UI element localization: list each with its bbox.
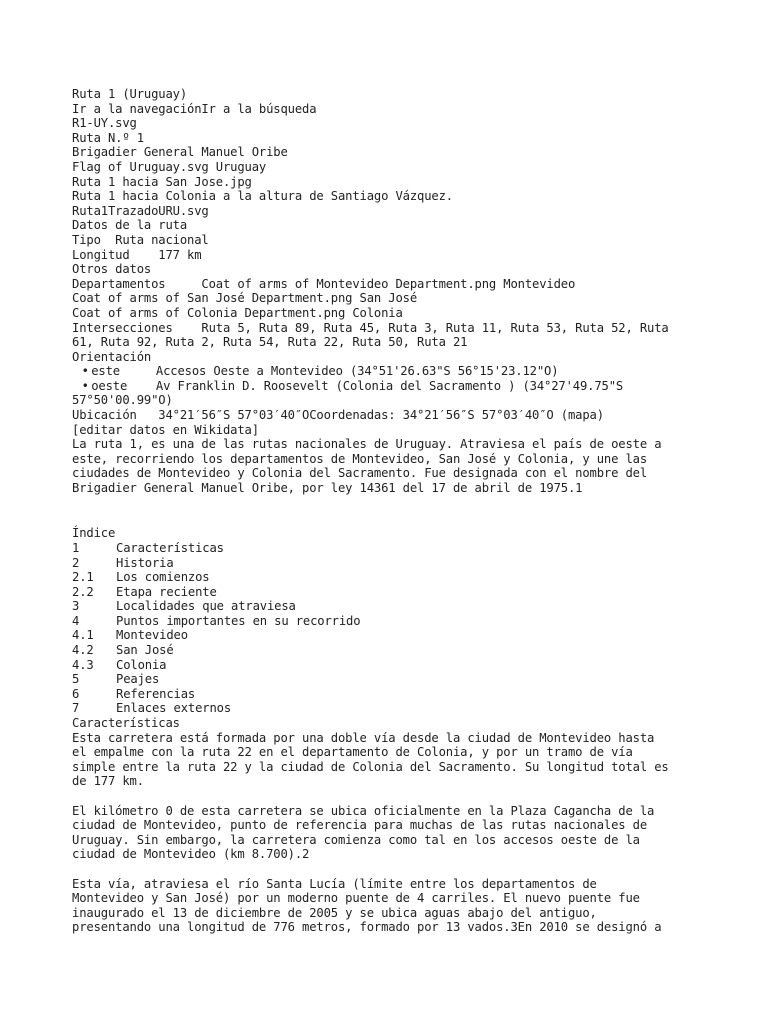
intro-line: este, recorriendo los departamentos de Montevideo, San José y Colonia, y une las: [72, 451, 647, 466]
department-san-jose[interactable]: Coat of arms of San José Department.png San José: [72, 291, 417, 306]
intro-line: Brigadier General Manuel Oribe, por ley 14361 del 17 de abril de 1975.1: [72, 481, 583, 496]
paragraph-line: Esta carretera está formada por una doble vía desde la ciudad de Montevideo hasta: [72, 730, 655, 745]
paragraph-line: Montevideo y San José) por un moderno puente de 4 carriles. El nuevo puente fue: [72, 891, 640, 906]
toc-label[interactable]: Los comienzos: [116, 570, 210, 585]
intersecciones-list[interactable]: Ruta 5, Ruta 89, Ruta 45, Ruta 3, Ruta 11, Ruta 53, Ruta 52, Ruta: [201, 320, 669, 335]
toc-label[interactable]: Referencias: [116, 686, 196, 701]
skip-to-navigation-link[interactable]: Ir a la navegación: [72, 101, 202, 116]
article-text: [72, 87, 702, 935]
intro-paragraph: [72, 437, 702, 495]
toc-number: 6: [72, 686, 80, 701]
toc-label[interactable]: Puntos importantes en su recorrido: [116, 613, 361, 628]
toc-number: 2: [72, 555, 80, 570]
intersecciones-list-continued[interactable]: 61, Ruta 92, Ruta 2, Ruta 54, Ruta 22, Ruta 50, Ruta 21: [72, 335, 468, 350]
paragraph-line: Uruguay. Sin embargo, la carretera comienza como tal en los accesos oeste de la: [72, 832, 640, 847]
paragraph-line: ciudad de Montevideo, punto de referencia para muchas de las rutas nacionales de: [72, 818, 647, 833]
toc-item-localidades[interactable]: [72, 599, 702, 614]
paragraph-line: ciudad de Montevideo (km 8.700).2: [72, 847, 310, 862]
toc-item-peajes[interactable]: [72, 672, 702, 687]
oeste-value-continued[interactable]: 57°50'00.99"O): [72, 393, 173, 408]
infobox-intersecciones-row: [72, 321, 702, 336]
toc-item-san-jose[interactable]: [72, 643, 702, 658]
bullet-icon: •: [81, 364, 89, 379]
toc-title: Índice: [72, 526, 116, 541]
paragraph-line: Esta vía, atraviesa el río Santa Lucía (límite entre los departamentos de: [72, 876, 597, 891]
ubicacion-label: Ubicación: [72, 408, 137, 423]
toc-item-etapa-reciente[interactable]: [72, 585, 702, 600]
department-colonia[interactable]: Coat of arms of Colonia Department.png Colonia: [72, 305, 403, 320]
toc-label[interactable]: Enlaces externos: [116, 701, 231, 716]
department-montevideo[interactable]: Coat of arms of Montevideo Department.png Montevideo: [201, 276, 576, 291]
longitud-label: Longitud: [72, 247, 130, 262]
toc-item-enlaces-externos[interactable]: [72, 701, 702, 716]
toc-number: 2.2: [72, 584, 94, 599]
intersecciones-label: Intersecciones: [72, 320, 173, 335]
toc-number: 3: [72, 599, 80, 614]
toc-number: 1: [72, 540, 80, 555]
paragraph-caracteristicas-1: [72, 731, 702, 789]
paragraph-line: presentando una longitud de 776 metros, formado por 13 vados.3En 2010 se designó a: [72, 920, 662, 935]
ubicacion-coordinates[interactable]: 34°21′56″S 57°03′40″OCoordenadas: 34°21′56″S 57°03′40″O (mapa): [158, 408, 604, 423]
infobox-country-flag[interactable]: Flag of Uruguay.svg Uruguay: [72, 159, 267, 174]
toc-number: 7: [72, 701, 80, 716]
este-value[interactable]: Accesos Oeste a Montevideo (34°51'26.63"S 56°15'23.12"O): [155, 364, 559, 379]
toc-label[interactable]: Peajes: [116, 672, 160, 687]
toc-number: 4.1: [72, 628, 94, 643]
intro-line: La ruta 1, es una de las rutas nacionales de Uruguay. Atraviesa el país de oeste a: [72, 437, 662, 452]
infobox-departamentos-row: [72, 277, 702, 292]
page-title: Ruta 1 (Uruguay): [72, 87, 187, 101]
toc-item-montevideo[interactable]: [72, 628, 702, 643]
skip-to-search-link[interactable]: Ir a la búsqueda: [201, 101, 317, 116]
toc-item-caracteristicas[interactable]: [72, 541, 702, 556]
toc-label[interactable]: Características: [116, 540, 224, 555]
infobox-image-route-shield[interactable]: R1-UY.svg: [72, 116, 137, 131]
table-of-contents: [72, 526, 702, 716]
tipo-label: Tipo: [72, 232, 101, 247]
longitud-value: 177 km: [158, 247, 202, 262]
spacer: [72, 496, 702, 525]
toc-item-colonia[interactable]: [72, 658, 702, 673]
paragraph-line: el empalme con la ruta 22 en el departamento de Colonia, y por un tramo de vía: [72, 745, 633, 760]
infobox-route-data-header: Datos de la ruta: [72, 218, 187, 233]
spacer: [72, 862, 702, 877]
toc-label[interactable]: San José: [116, 643, 174, 658]
orientacion-este-row: [72, 364, 702, 379]
section-heading-caracteristicas: Características: [72, 716, 180, 731]
paragraph-line: inaugurado el 13 de diciembre de 2005 y se ubica aguas abajo del antiguo,: [72, 905, 597, 920]
toc-label[interactable]: Montevideo: [116, 628, 188, 643]
departamentos-label: Departamentos: [72, 276, 166, 291]
skip-links: [72, 102, 702, 117]
oeste-label: oeste: [91, 378, 128, 393]
paragraph-line: El kilómetro 0 de esta carretera se ubica oficialmente en la Plaza Cagancha de la: [72, 803, 655, 818]
toc-item-puntos-importantes[interactable]: [72, 614, 702, 629]
infobox-tipo-row: [72, 233, 702, 248]
infobox-longitud-row: [72, 248, 702, 263]
paragraph-line: simple entre la ruta 22 y la ciudad de Colonia del Sacramento. Su longitud total es: [72, 759, 669, 774]
edit-wikidata-link[interactable]: [editar datos en Wikidata]: [72, 422, 259, 437]
toc-label[interactable]: Historia: [116, 555, 174, 570]
paragraph-line: de 177 km.: [72, 774, 144, 789]
paragraph-caracteristicas-2: [72, 804, 702, 862]
infobox-route-map-image[interactable]: Ruta1TrazadoURU.svg: [72, 203, 209, 218]
infobox-route-number: Ruta N.º 1: [72, 130, 144, 145]
toc-item-los-comienzos[interactable]: [72, 570, 702, 585]
toc-item-historia[interactable]: [72, 556, 702, 571]
infobox-otros-datos-header: Otros datos: [72, 262, 152, 277]
este-label: este: [91, 364, 120, 379]
infobox-named-after: Brigadier General Manuel Oribe: [72, 145, 288, 160]
toc-number: 5: [72, 672, 80, 687]
orientacion-oeste-row: [72, 379, 702, 394]
toc-number: 4.3: [72, 657, 94, 672]
infobox-image-photo[interactable]: Ruta 1 hacia San Jose.jpg: [72, 174, 252, 189]
tipo-value[interactable]: Ruta nacional: [115, 232, 209, 247]
toc-label[interactable]: Colonia: [116, 657, 167, 672]
infobox-orientacion-header: Orientación: [72, 349, 152, 364]
bullet-icon: •: [81, 378, 89, 393]
spacer: [72, 789, 702, 804]
infobox-photo-caption: Ruta 1 hacia Colonia a la altura de Santiago Vázquez.: [72, 189, 453, 204]
toc-label[interactable]: Etapa reciente: [116, 584, 217, 599]
toc-number: 4: [72, 613, 80, 628]
toc-number: 4.2: [72, 643, 94, 658]
toc-number: 2.1: [72, 570, 94, 585]
intro-line: ciudades de Montevideo y Colonia del Sacramento. Fue designada con el nombre del: [72, 466, 647, 481]
toc-item-referencias[interactable]: [72, 687, 702, 702]
paragraph-caracteristicas-3: [72, 877, 702, 935]
toc-label[interactable]: Localidades que atraviesa: [116, 599, 296, 614]
oeste-value[interactable]: Av Franklin D. Roosevelt (Colonia del Sacramento ) (34°27'49.75"S: [155, 378, 624, 393]
infobox-ubicacion-row: [72, 408, 702, 423]
